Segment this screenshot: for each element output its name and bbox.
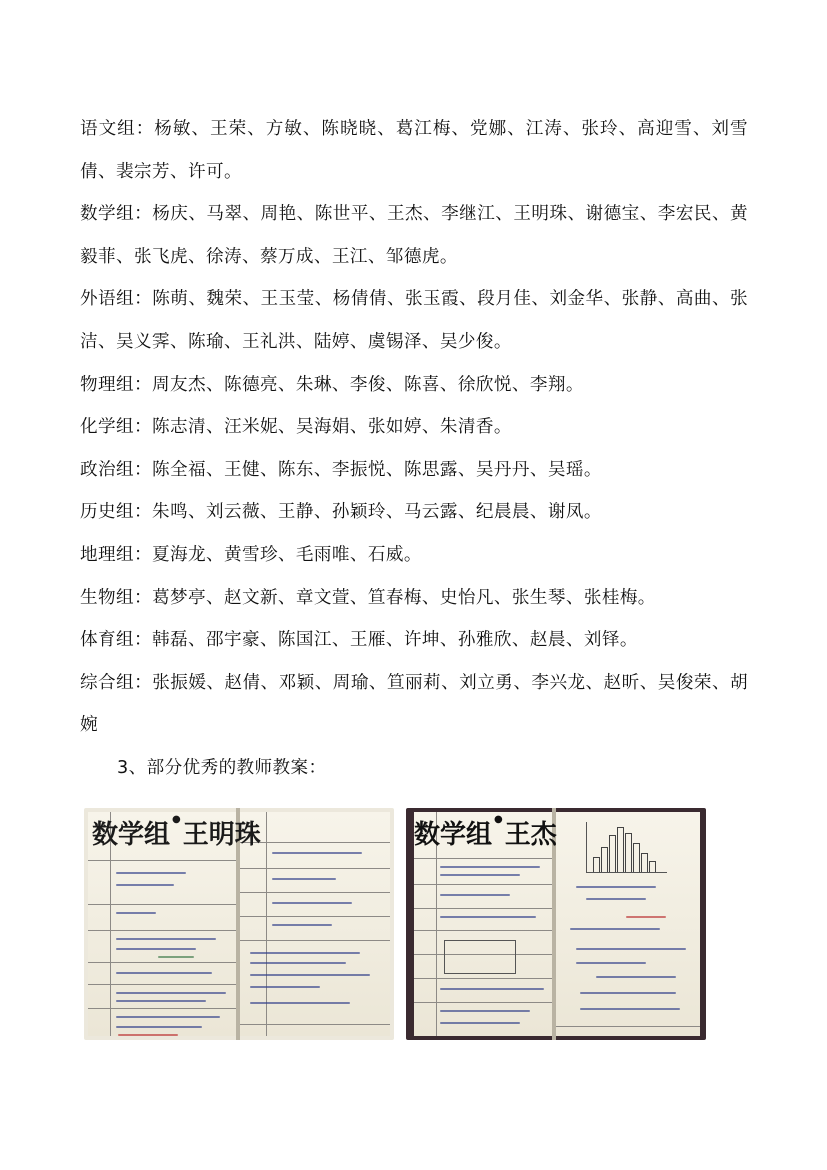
- handwritten-histogram: [586, 822, 667, 873]
- group-list-politics: 政治组：陈全福、王健、陈东、李振悦、陈思露、吴丹丹、吴瑶。: [80, 459, 602, 480]
- group-list-math: 数学组：杨庆、马翠、周艳、陈世平、王杰、李继江、王明珠、谢德宝、李宏民、黄毅菲、张飞虎、徐涛、蔡万成、王江、邹德虎。: [80, 204, 748, 267]
- document-body: [80, 108, 748, 790]
- photo-caption: 数学组●王杰: [414, 814, 557, 850]
- lesson-plan-photo: [84, 808, 394, 1040]
- photo-caption: 数学组●王明珠: [92, 814, 261, 850]
- group-list-pe: 体育组：韩磊、邵宇豪、陈国江、王雁、许坤、孙雅欣、赵晨、刘铎。: [80, 630, 638, 651]
- group-list-geography: 地理组：夏海龙、黄雪珍、毛雨唯、石威。: [80, 544, 422, 565]
- group-list-biology: 生物组：葛梦亭、赵文新、章文萱、笪春梅、史怡凡、张生琴、张桂梅。: [80, 587, 656, 608]
- group-list-english: 外语组：陈萌、魏荣、王玉莹、杨倩倩、张玉霞、段月佳、刘金华、张静、高曲、张洁、吴义霁、陈瑜、王礼洪、陆婷、虞锡泽、吴少俊。: [80, 289, 748, 352]
- group-list-chinese: 语文组：杨敏、王荣、方敏、陈晓晓、葛江梅、党娜、江涛、张玲、高迎雪、刘雪倩、裴宗芳、许可。: [80, 119, 748, 182]
- photo-teacher-name: 王明珠: [182, 820, 261, 850]
- photo-teacher-name: 王杰: [504, 820, 557, 850]
- handwritten-table: [444, 940, 516, 974]
- group-list-physics: 物理组：周友杰、陈德亮、朱琳、李俊、陈喜、徐欣悦、李翔。: [80, 374, 584, 395]
- photo-group-label: 数学组: [92, 820, 171, 850]
- group-list-chemistry: 化学组：陈志清、汪米妮、吴海娟、张如婷、朱清香。: [80, 417, 512, 438]
- lesson-plan-photo: [406, 808, 706, 1040]
- section-heading: 3、部分优秀的教师教案：: [117, 757, 327, 778]
- notebook-page-right: [240, 812, 390, 1036]
- group-list-history: 历史组：朱鸣、刘云薇、王静、孙颖玲、马云露、纪晨晨、谢凤。: [80, 502, 602, 523]
- lesson-plan-photos: [84, 808, 712, 1040]
- notebook-page-right: [556, 812, 700, 1036]
- group-list-comprehensive: 综合组：张振媛、赵倩、邓颖、周瑜、笪丽莉、刘立勇、李兴龙、赵昕、吴俊荣、胡婉: [80, 672, 748, 736]
- photo-group-label: 数学组: [414, 820, 493, 850]
